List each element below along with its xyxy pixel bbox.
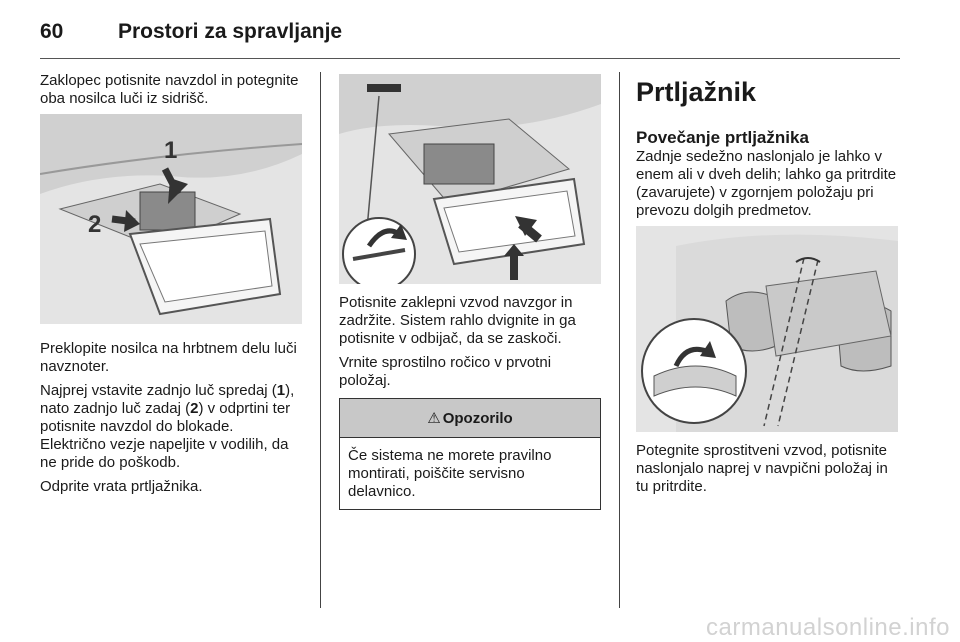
- paragraph-1: Potisnite zaklepni vzvod navzgor in zadržite. Sistem rahlo dvignite in ga potisnite v odbijač, da se zaskoči.: [339, 294, 576, 347]
- page-number: 60: [40, 20, 64, 43]
- paragraph-1: Zadnje sedežno naslonjalo je lahko v enem ali v dveh delih; lahko ga pritrdite (zavarujete) v zgornjem položaju pri prevozu dolgih predmetov.: [636, 148, 897, 219]
- warning-title: Opozorilo: [442, 409, 513, 427]
- tail-light-install-illustration: [339, 74, 601, 284]
- column-2: [339, 72, 601, 510]
- tail-light-removal-illustration: [40, 114, 302, 324]
- callout-1: 1: [164, 137, 178, 164]
- warning-text: Če sistema ne morete pravilno montirati, poiščite servisno delavnico.: [348, 447, 552, 500]
- column-divider-2: [619, 72, 620, 608]
- header-divider: [40, 58, 900, 59]
- subsection-heading: Povečanje prtljažnika: [636, 128, 809, 147]
- page-title: Prostori za spravljanje: [118, 20, 343, 43]
- column-divider-1: [320, 72, 321, 608]
- column-3: [636, 72, 904, 502]
- intro-text: Zaklopec potisnite navzdol in potegnite oba nosilca luči iz sidrišč.: [40, 72, 299, 107]
- paragraph-3: Odprite vrata prtljažnika.: [40, 478, 203, 495]
- paragraph-2: Potegnite sprostitveni vzvod, potisnite naslonjalo naprej v navpični položaj in tu pritrdite.: [636, 442, 888, 495]
- callout-2: 2: [88, 211, 102, 238]
- watermark: carmanualsonline.info: [706, 614, 950, 641]
- paragraph-1: Preklopite nosilca na hrbtnem delu luči navznoter.: [40, 340, 297, 375]
- page-header: [40, 16, 900, 58]
- rear-seat-fold-illustration: [636, 226, 898, 432]
- warning-box: [339, 398, 601, 510]
- section-heading: Prtljažnik: [636, 77, 757, 107]
- paragraph-2: Vrnite sprostilno ročico v prvotni položaj.: [339, 354, 552, 389]
- paragraph-2: Najprej vstavite zadnjo luč spredaj (1), nato zadnjo luč zadaj (2) v odprtini ter potisnite navzdol do blokade. Električno vezje napeljite v vodilih, da ne pride do poškodb.: [40, 382, 295, 471]
- warning-icon: ⚠: [427, 410, 441, 427]
- warning-header: [340, 399, 600, 438]
- column-1: [40, 72, 302, 502]
